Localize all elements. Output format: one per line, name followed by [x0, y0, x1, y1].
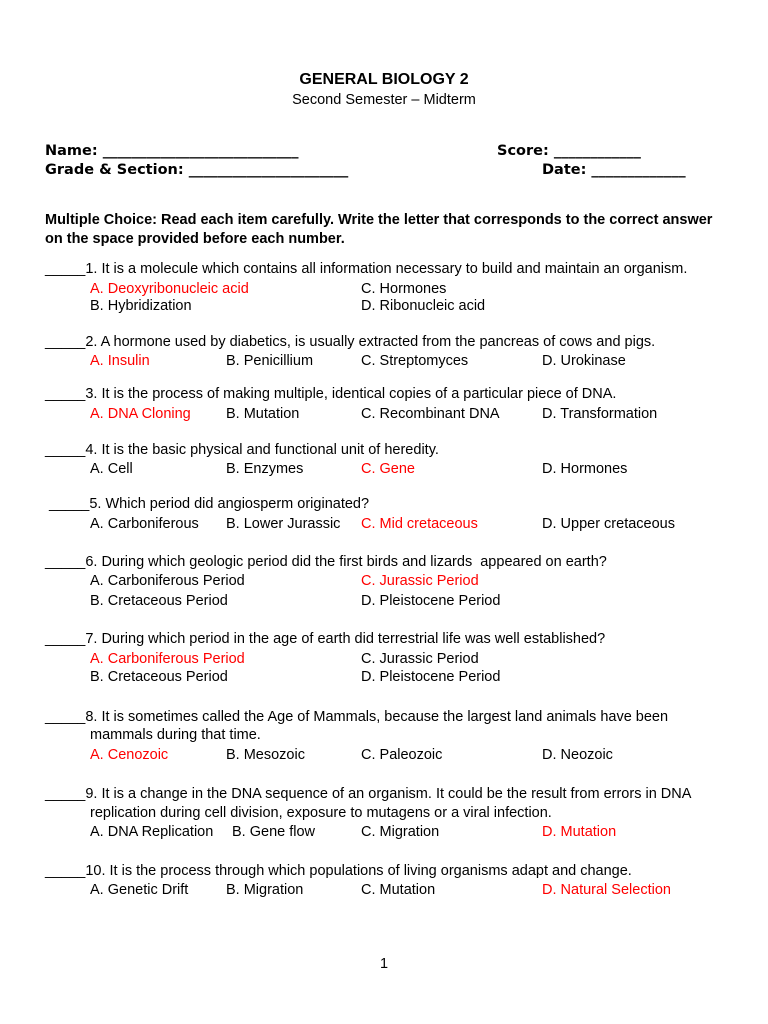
- grade-section-field: Grade & Section: ______________________: [45, 162, 349, 178]
- question-9: _____9. It is a change in the DNA sequence of an organism. It could be the result from errors in DNA: [45, 786, 692, 802]
- question-6: _____6. During which geologic period did the first birds and lizards appeared on earth?: [45, 554, 607, 570]
- question-2: _____2. A hormone used by diabetics, is usually extracted from the pancreas of cows and pigs.: [45, 334, 656, 350]
- q10-option-a: A. Genetic Drift: [90, 882, 189, 898]
- score-field: Score: ____________: [497, 143, 641, 159]
- q3-option-d: D. Transformation: [542, 406, 658, 422]
- q10-option-c: C. Mutation: [361, 882, 436, 898]
- question-8-continued: mammals during that time.: [90, 727, 261, 743]
- question-5: _____5. Which period did angiosperm originated?: [45, 496, 370, 512]
- q6-option-c: C. Jurassic Period: [361, 573, 479, 589]
- q1-option-d: D. Ribonucleic acid: [361, 298, 486, 314]
- q8-option-d: D. Neozoic: [542, 747, 613, 763]
- instructions: Multiple Choice: Read each item carefully. Write the letter that corresponds to the correct answer on the space provided before each number.: [45, 212, 713, 247]
- name-field: Name: ___________________________: [45, 143, 299, 159]
- q8-option-a: A. Cenozoic: [90, 747, 169, 763]
- q10-option-b: B. Migration: [226, 882, 304, 898]
- page-number: 1: [379, 956, 389, 972]
- q9-option-a: A. DNA Replication: [90, 824, 214, 840]
- page-title: GENERAL BIOLOGY 2: [299, 71, 469, 88]
- q5-option-d: D. Upper cretaceous: [542, 516, 675, 532]
- page-subtitle: Second Semester – Midterm: [292, 92, 476, 108]
- q9-option-b: B. Gene flow: [232, 824, 316, 840]
- q9-option-d: D. Mutation: [542, 824, 617, 840]
- q2-option-a: A. Insulin: [90, 353, 150, 369]
- q5-option-a: A. Carboniferous: [90, 516, 199, 532]
- q1-option-c: C. Hormones: [361, 281, 447, 297]
- q3-option-c: C. Recombinant DNA: [361, 406, 500, 422]
- q7-option-a: A. Carboniferous Period: [90, 651, 245, 667]
- q6-option-d: D. Pleistocene Period: [361, 593, 501, 609]
- date-field: Date: _____________: [542, 162, 686, 178]
- q2-option-d: D. Urokinase: [542, 353, 626, 369]
- q10-option-d: D. Natural Selection: [542, 882, 671, 898]
- q7-option-b: B. Cretaceous Period: [90, 669, 228, 685]
- question-9-continued: replication during cell division, exposure to mutagens or a viral infection.: [90, 805, 552, 821]
- q4-option-d: D. Hormones: [542, 461, 628, 477]
- q4-option-a: A. Cell: [90, 461, 133, 477]
- question-3: _____3. It is the process of making multiple, identical copies of a particular piece of DNA.: [45, 386, 617, 402]
- question-10: _____10. It is the process through which populations of living organisms adapt and change.: [45, 863, 632, 879]
- q2-option-c: C. Streptomyces: [361, 353, 469, 369]
- q1-option-a: A. Deoxyribonucleic acid: [90, 281, 249, 297]
- question-1: _____1. It is a molecule which contains all information necessary to build and maintain an organism.: [45, 261, 688, 277]
- q8-option-b: B. Mesozoic: [226, 747, 305, 763]
- question-7: _____7. During which period in the age of earth did terrestrial life was well established?: [45, 631, 606, 647]
- q9-option-c: C. Migration: [361, 824, 440, 840]
- question-8: _____8. It is sometimes called the Age of Mammals, because the largest land animals have been: [45, 709, 669, 725]
- q7-option-c: C. Jurassic Period: [361, 651, 479, 667]
- q1-option-b: B. Hybridization: [90, 298, 192, 314]
- q8-option-c: C. Paleozoic: [361, 747, 443, 763]
- q6-option-b: B. Cretaceous Period: [90, 593, 228, 609]
- q4-option-c: C. Gene: [361, 461, 415, 477]
- q4-option-b: B. Enzymes: [226, 461, 304, 477]
- q2-option-b: B. Penicillium: [226, 353, 314, 369]
- q5-option-b: B. Lower Jurassic: [226, 516, 341, 532]
- q3-option-a: A. DNA Cloning: [90, 406, 191, 422]
- q3-option-b: B. Mutation: [226, 406, 300, 422]
- q7-option-d: D. Pleistocene Period: [361, 669, 501, 685]
- question-4: _____4. It is the basic physical and functional unit of heredity.: [45, 442, 439, 458]
- q6-option-a: A. Carboniferous Period: [90, 573, 245, 589]
- q5-option-c: C. Mid cretaceous: [361, 516, 478, 532]
